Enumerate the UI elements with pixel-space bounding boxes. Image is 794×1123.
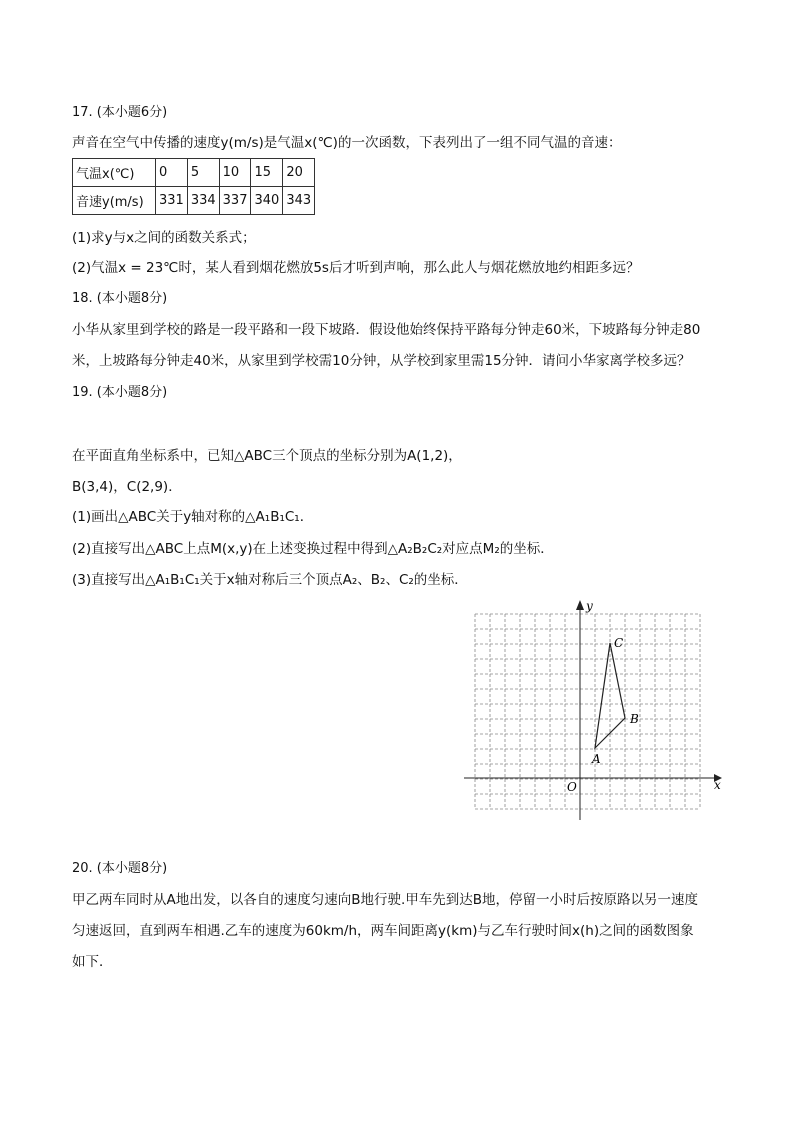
q19-part2: (2)直接写出△ABC上点M(x,y)在上述变换过程中得到△A₂B₂C₂对应点M₂的坐标． — [72, 541, 554, 557]
q19-part1: (1)画出△ABC关于y轴对称的△A₁B₁C₁． — [72, 509, 314, 525]
q17-stem: 声音在空气中传播的速度y(m/s)是气温x(℃)的一次函数，下表列出了一组不同气温的音速： — [72, 135, 622, 151]
origin-label: O — [567, 780, 577, 794]
q19-part3: (3)直接写出△A₁B₁C₁关于x轴对称后三个顶点A₂、B₂、C₂的坐标． — [72, 572, 468, 588]
sound-speed-table — [72, 158, 315, 215]
y-axis-label: y — [586, 599, 593, 613]
axes — [464, 600, 722, 820]
table-cell: 5 — [187, 159, 219, 187]
x-axis-label: x — [714, 778, 721, 792]
q20-line2: 匀速返回，直到两车相遇.乙车的速度为60km/h，两车间距离y(km)与乙车行驶时间x(h)之间的函数图象 — [72, 923, 694, 939]
q17-part2: (2)气温x = 23℃时，某人看到烟花燃放5s后才听到声响，那么此人与烟花燃放地约相距多远？ — [72, 260, 640, 276]
q20-line3: 如下． — [72, 954, 113, 970]
q19-line2: B(3,4)，C(2,9)． — [72, 479, 182, 495]
grid-lines — [475, 614, 700, 809]
q17-header: 17. (本小题6分) — [72, 105, 168, 120]
table-cell: 10 — [219, 159, 251, 187]
coordinate-grid-figure — [464, 598, 726, 824]
y-axis-arrow-icon — [576, 600, 584, 610]
table-cell: 340 — [251, 187, 283, 215]
table-cell: 331 — [156, 187, 188, 215]
vertex-c-label: C — [614, 636, 624, 650]
table-row-label: 音速y(m/s) — [73, 187, 156, 215]
q18-header: 18. (本小题8分) — [72, 291, 168, 306]
vertex-a-label: A — [592, 752, 601, 766]
table-cell: 15 — [251, 159, 283, 187]
q18-line1: 小华从家里到学校的路是一段平路和一段下坡路．假设他始终保持平路每分钟走60米，下坡路每分钟走80 — [72, 322, 701, 338]
table-cell: 0 — [156, 159, 188, 187]
q19-header: 19. (本小题8分) — [72, 385, 168, 400]
table-row — [73, 187, 315, 215]
vertex-b-label: B — [630, 712, 639, 726]
q19-line1: 在平面直角坐标系中，已知△ABC三个顶点的坐标分别为A(1,2)， — [72, 448, 462, 464]
table-row — [73, 159, 315, 187]
q17-part1: (1)求y与x之间的函数关系式； — [72, 230, 256, 246]
q20-line1: 甲乙两车同时从A地出发，以各自的速度匀速向B地行驶.甲车先到达B地，停留一小时后按原路以另一速度 — [72, 892, 699, 908]
table-cell: 337 — [219, 187, 251, 215]
q18-line2: 米，上坡路每分钟走40米，从家里到学校需10分钟，从学校到家里需15分钟．请问小华家离学校多远？ — [72, 353, 691, 369]
q20-header: 20. (本小题8分) — [72, 861, 168, 876]
table-row-label: 气温x(℃) — [73, 159, 156, 187]
table-cell: 343 — [283, 187, 315, 215]
table-cell: 334 — [187, 187, 219, 215]
table-cell: 20 — [283, 159, 315, 187]
